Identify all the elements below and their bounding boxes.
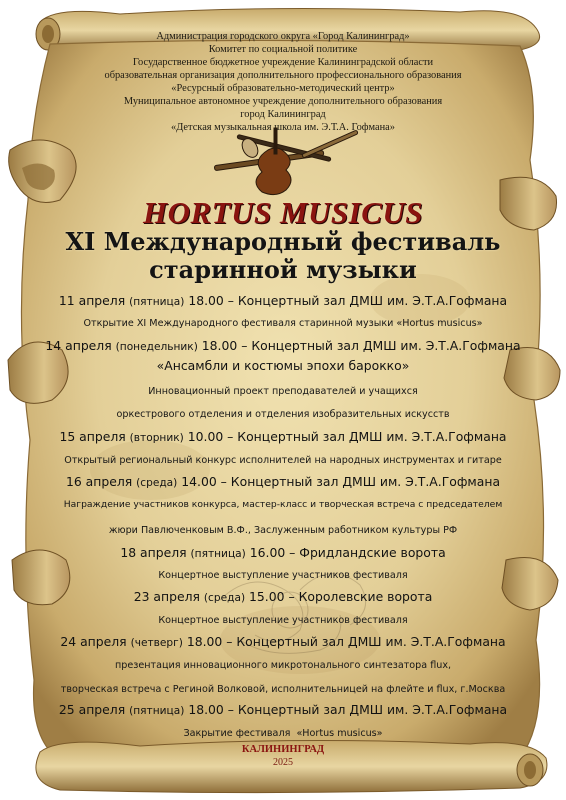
- header-line: Муниципальное автономное учреждение дополнительного образования: [123, 96, 443, 107]
- event-date: 18 апреля: [120, 545, 187, 560]
- event-weekday: (среда): [136, 477, 178, 489]
- event-time-place: 16.00 – Фридландские ворота: [249, 545, 446, 560]
- event-date: 16 апреля: [65, 474, 133, 489]
- event-heading: [0, 293, 566, 310]
- header-line: Администрация городского округа «Город Калининград»: [156, 31, 410, 42]
- festival-subtitle: старинной музыки: [149, 255, 417, 284]
- event-note: Открытие XI Международного фестиваля старинной музыки «Hortus musicus»: [83, 318, 483, 329]
- event-time-place: 15.00 – Королевские ворота: [249, 589, 433, 604]
- event-note: Награждение участников конкурса, мастер-класс и творческая встреча с председателем: [63, 499, 503, 510]
- header-line: город Калининград: [240, 109, 326, 120]
- header-line: Комитет по социальной политике: [208, 44, 358, 55]
- header-line: Государственное бюджетное учреждение Калининградской области: [132, 57, 434, 68]
- footer-year: 2025: [273, 757, 293, 768]
- event-heading: [0, 589, 566, 606]
- event-note: творческая встреча с Региной Волковой, исполнительницей на флейте и flux, г.Москва: [60, 684, 506, 695]
- event-heading: [0, 474, 566, 491]
- event-heading: [0, 429, 566, 446]
- festival-subtitle: XI Международный фестиваль: [65, 227, 501, 256]
- event-note: жюри Павлюченковым В.Ф., Заслуженным работником культуры РФ: [108, 525, 458, 536]
- event-date: 14 апреля: [45, 338, 112, 353]
- event-date: 11 апреля: [58, 293, 126, 308]
- event-note: Концертное выступление участников фестиваля: [158, 615, 408, 626]
- event-weekday: (понедельник): [115, 341, 198, 353]
- event-weekday: (четверг): [130, 637, 183, 649]
- header-line: «Ресурсный образовательно-методический центр»: [171, 83, 395, 94]
- event-weekday: (пятница): [129, 296, 185, 308]
- event-weekday: (среда): [203, 592, 246, 604]
- event-time-place: 10.00 – Концертный зал ДМШ им. Э.Т.А.Гофмана: [187, 429, 507, 444]
- event-time-place: 14.00 – Концертный зал ДМШ им. Э.Т.А.Гофмана: [181, 474, 501, 489]
- event-time-place: 18.00 – Концертный зал ДМШ им. Э.Т.А.Гофмана: [188, 702, 508, 717]
- event-date: 24 апреля: [60, 634, 127, 649]
- header-line: «Детская музыкальная школа им. Э.Т.А. Гофмана»: [171, 122, 395, 133]
- header-line: образовательная организация дополнительного профессионального образования: [104, 70, 462, 81]
- event-time-place: 18.00 – Концертный зал ДМШ им. Э.Т.А.Гофмана: [188, 293, 508, 308]
- event-note: Закрытие фестиваля «Hortus musicus»: [183, 728, 383, 739]
- event-time-place: 18.00 – Концертный зал ДМШ им. Э.Т.А.Гофмана: [186, 634, 506, 649]
- event-heading: [0, 545, 566, 562]
- festival-title: HORTUS MUSICUS: [142, 195, 424, 230]
- event-note: Концертное выступление участников фестиваля: [158, 570, 408, 581]
- event-note: Инновационный проект преподавателей и учащихся: [148, 386, 418, 397]
- event-time-place: 18.00 – Концертный зал ДМШ им. Э.Т.А.Гофмана: [201, 338, 521, 353]
- event-note: оркестрового отделения и отделения изобразительных искусств: [116, 409, 450, 420]
- event-note: Открытый региональный конкурс исполнителей на народных инструментах и гитаре: [64, 455, 502, 466]
- event-weekday: (пятница): [129, 705, 185, 717]
- event-heading: [0, 634, 566, 651]
- footer-city: КАЛИНИНГРАД: [241, 744, 325, 755]
- event-heading: [0, 338, 566, 355]
- event-weekday: (пятница): [190, 548, 246, 560]
- event-date: 15 апреля: [59, 429, 126, 444]
- event-note: презентация инновационного микротонального синтезатора flux,: [114, 660, 452, 671]
- event-date: 23 апреля: [133, 589, 200, 604]
- event-date: 25 апреля: [58, 702, 126, 717]
- event-weekday: (вторник): [129, 432, 184, 444]
- event-highlight: «Ансамбли и костюмы эпохи барокко»: [156, 358, 410, 373]
- event-heading: [0, 702, 566, 719]
